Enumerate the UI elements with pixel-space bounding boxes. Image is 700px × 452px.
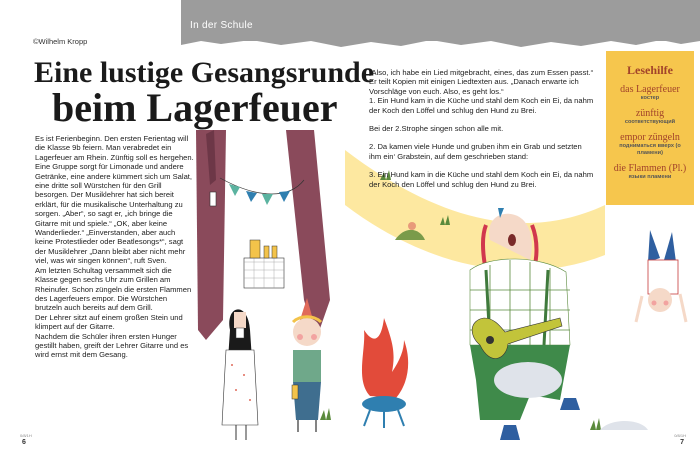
vocab-item (606, 163, 694, 181)
headline-line1: Eine lustige Gesangsrunde (34, 56, 375, 89)
vocab-translation: подниматься вверх (о пламени) (619, 143, 681, 156)
vocab-term: das Lagerfeuer (620, 84, 680, 95)
lemonade-glass (292, 385, 298, 399)
paragraph: Bei der 2.Strophe singen schon alle mit. (369, 124, 504, 134)
boy-shirt (293, 350, 321, 382)
lesehilfe-box (606, 51, 694, 205)
song-sheet (236, 328, 244, 338)
article-left-column (35, 134, 195, 360)
boy-head (293, 318, 321, 346)
vocab-translation: языки пламени (628, 174, 672, 180)
page-number-right: 7 (680, 439, 684, 446)
vocab-item (606, 132, 694, 157)
article-right-column (369, 68, 595, 198)
girl-dress (222, 350, 258, 425)
paragraph: Am letzten Schultag versammelt sich die Klasse gegen sechs Uhr zum Grillen am Rheinufer. Schon züngeln die ersten Flammen des Lagerfeuers empor. Die Würstchen brutzeln auch bereits auf dem Grill. (35, 265, 192, 313)
bunting-flag (262, 194, 273, 205)
page-number-left: 6 (22, 439, 26, 446)
song-verse: 2. Da kamen viele Hunde und gruben ihm ein Grab und setzten ihm ein‘ Grabstein, auf dem geschrieben stand: (369, 142, 582, 161)
big-stone (494, 362, 562, 398)
birdhouse-icon (210, 192, 216, 206)
bunting-flag (246, 191, 257, 202)
photo-credit: ©Wilhelm Kropp (33, 37, 88, 46)
vocab-term: die Flammen (Pl.) (613, 163, 687, 174)
vocab-item (606, 84, 694, 102)
vocab-term: zünftig (635, 108, 665, 119)
vocab-translation: костер (640, 95, 660, 101)
paragraph: Nachdem die Schüler ihren ersten Hunger gestillt haben, greift der Lehrer Gitarre und es wird ernst mit dem Gesang. (35, 331, 189, 360)
grill-icon (362, 396, 406, 412)
bunting-flag (229, 184, 240, 196)
song-verse: 3. Ein Hund kam in die Küche und stahl dem Koch ein Ei, da nahm der Koch den Löffel und schlug den Hund zu Brei. (369, 170, 594, 189)
lemonade-jug (250, 240, 260, 258)
paragraph: Der Lehrer sitzt auf einem großen Stein und klimpert auf der Gitarre. (35, 312, 183, 332)
paragraph: Eine Gruppe sorgt für Limonade und andere Getränke, eine andere kümmert sich um Salat, eine dritte soll Würstchen für den Grill besorgen. Der Musiklehrer hat sich bereit erklärt, für die musikalische Unterhaltung zu sorgen. „Aber“, so sagt er, „ich bringe die Gitarre mit und spiele.“ „OK, aber keine Wanderlieder.“ „Einverstanden, aber auch keine Protestlieder oder Beatlesongs*“, sagt der Musiklehrer „Dann bleibt aber nicht mehr viel, was wir singen können“, ruft Sven. (35, 162, 193, 266)
lesehilfe-title: Lesehilfe (627, 63, 673, 77)
vocab-item (606, 108, 694, 126)
paragraph: Es ist Ferienbeginn. Den ersten Ferientag will die Klasse 9b feiern. Man verabredet ein Lagerfeuer am Rhein. Zünftig soll es hergehen. (35, 134, 194, 162)
page-code-right: 0/8/1H (674, 433, 686, 438)
bunting-flag (279, 191, 290, 202)
small-rock (600, 421, 648, 430)
paragraph: „Also, ich habe ein Lied mitgebracht, eines, das zum Essen passt.“ Er teilt Kopien mit einigen Liedtexten aus. „Danach erwarte ich Vorschläge von euch. Also, es geht los.“ (369, 68, 594, 96)
singing-mouth (508, 234, 516, 246)
headline-line2: beim Lagerfeuer (52, 85, 338, 130)
vocab-term: empor züngeln (620, 132, 680, 143)
section-title: In der Schule (190, 20, 253, 31)
campfire-flames-icon (362, 318, 408, 398)
vocab-translation: соответствующий (624, 119, 676, 125)
song-verse: 1. Ein Hund kam in die Küche und stahl dem Koch ein Ei, da nahm der Koch den Löffel und schlug den Hund zu Brei. (369, 96, 594, 115)
page-code-left: 0/8/1H (20, 433, 32, 438)
